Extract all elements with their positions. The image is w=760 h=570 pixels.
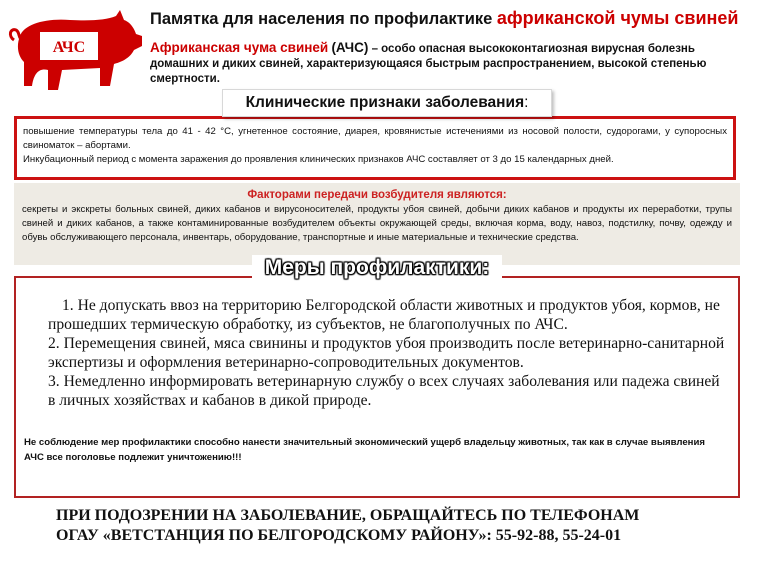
contact-footer <box>56 506 756 546</box>
clinical-heading-colon: : <box>524 94 529 111</box>
logo-text: АЧС <box>52 39 86 56</box>
page-title <box>150 8 756 29</box>
contact-line-1: ПРИ ПОДОЗРЕНИИ НА ЗАБОЛЕВАНИЕ, ОБРАЩАЙТЕСЬ ПО ТЕЛЕФОНАМ <box>56 507 640 524</box>
transmission-factors-box <box>14 183 740 265</box>
measure-item: 1. Не допускать ввоз на территорию Белгородской области животных и продуктов убоя, кормов, не прошедших термическую обработку, из субъектов, не благополучных по АЧС. <box>48 297 720 333</box>
intro-definition <box>150 40 750 87</box>
transmission-heading: Факторами передачи возбудителя являются: <box>247 189 507 201</box>
intro-name: Африканская чума свиней <box>150 40 329 55</box>
prevention-heading: Меры профилактики: <box>252 255 502 281</box>
transmission-text: секреты и экскреты больных свиней, диких кабанов и вирусоносителей, продукты убоя свиней, добычи диких кабанов и продукты их переработки, трупы свиней и диких кабанов, а также контаминированные возбудителем объекты окружающей среды, включая корма, воду, навоз, подстилку, почву, одежду и обувь обслуживающего персонала, инвентарь, оборудование, транспортные и иные материальные и технические средства. <box>22 204 732 243</box>
contact-line-2: ОГАУ «ВЕТСТАНЦИЯ ПО БЕЛГОРОДСКОМУ РАЙОНУ»: 55-92-88, 55-24-01 <box>56 527 622 544</box>
title-prefix: Памятка для населения по профилактике <box>150 10 493 28</box>
warning-text: Не соблюдение мер профилактики способно нанести значительный экономический ущерб владельцу животных, так как в случае выявления АЧС все поголовье подлежит уничтожению!!! <box>24 437 705 463</box>
measure-item: 2. Перемещения свиней, мяса свинины и продуктов убоя производить после ветеринарно-санитарной экспертизы и оформления ветеринарно-сопроводительных документов. <box>48 335 725 371</box>
clinical-signs-heading <box>222 89 552 117</box>
clinical-heading-text: Клинические признаки заболевания <box>245 94 525 111</box>
clinical-signs-text: повышение температуры тела до 41 - 42 °С, угнетенное состояние, диарея, кровянистые истечениями из носовой полости, судорогами, у супоросных свиноматок – абортами. <box>23 126 727 151</box>
incubation-period-text: Инкубационный период с момента заражения до проявления клинических признаков АЧС составляет от 3 до 15 календарных дней. <box>23 154 614 165</box>
measures-list <box>48 296 728 410</box>
title-accent: африканской чумы свиней <box>496 8 739 28</box>
pig-silhouette-icon <box>6 6 144 98</box>
intro-text: – особо опасная высококонтагиозная вирусная болезнь домашних и диких свиней, характеризующаяся быстрым распространением, высокой степенью смертности. <box>150 43 707 85</box>
prevention-measures-box <box>14 276 740 498</box>
clinical-signs-box <box>14 116 736 180</box>
pig-logo-icon <box>6 6 144 98</box>
measure-item: 3. Немедленно информировать ветеринарную службу о всех случаях заболевания или падежа свиней в личных хозяйствах и кабанов в дикой природе. <box>48 373 720 409</box>
intro-abbr: (АЧС) <box>331 40 369 55</box>
